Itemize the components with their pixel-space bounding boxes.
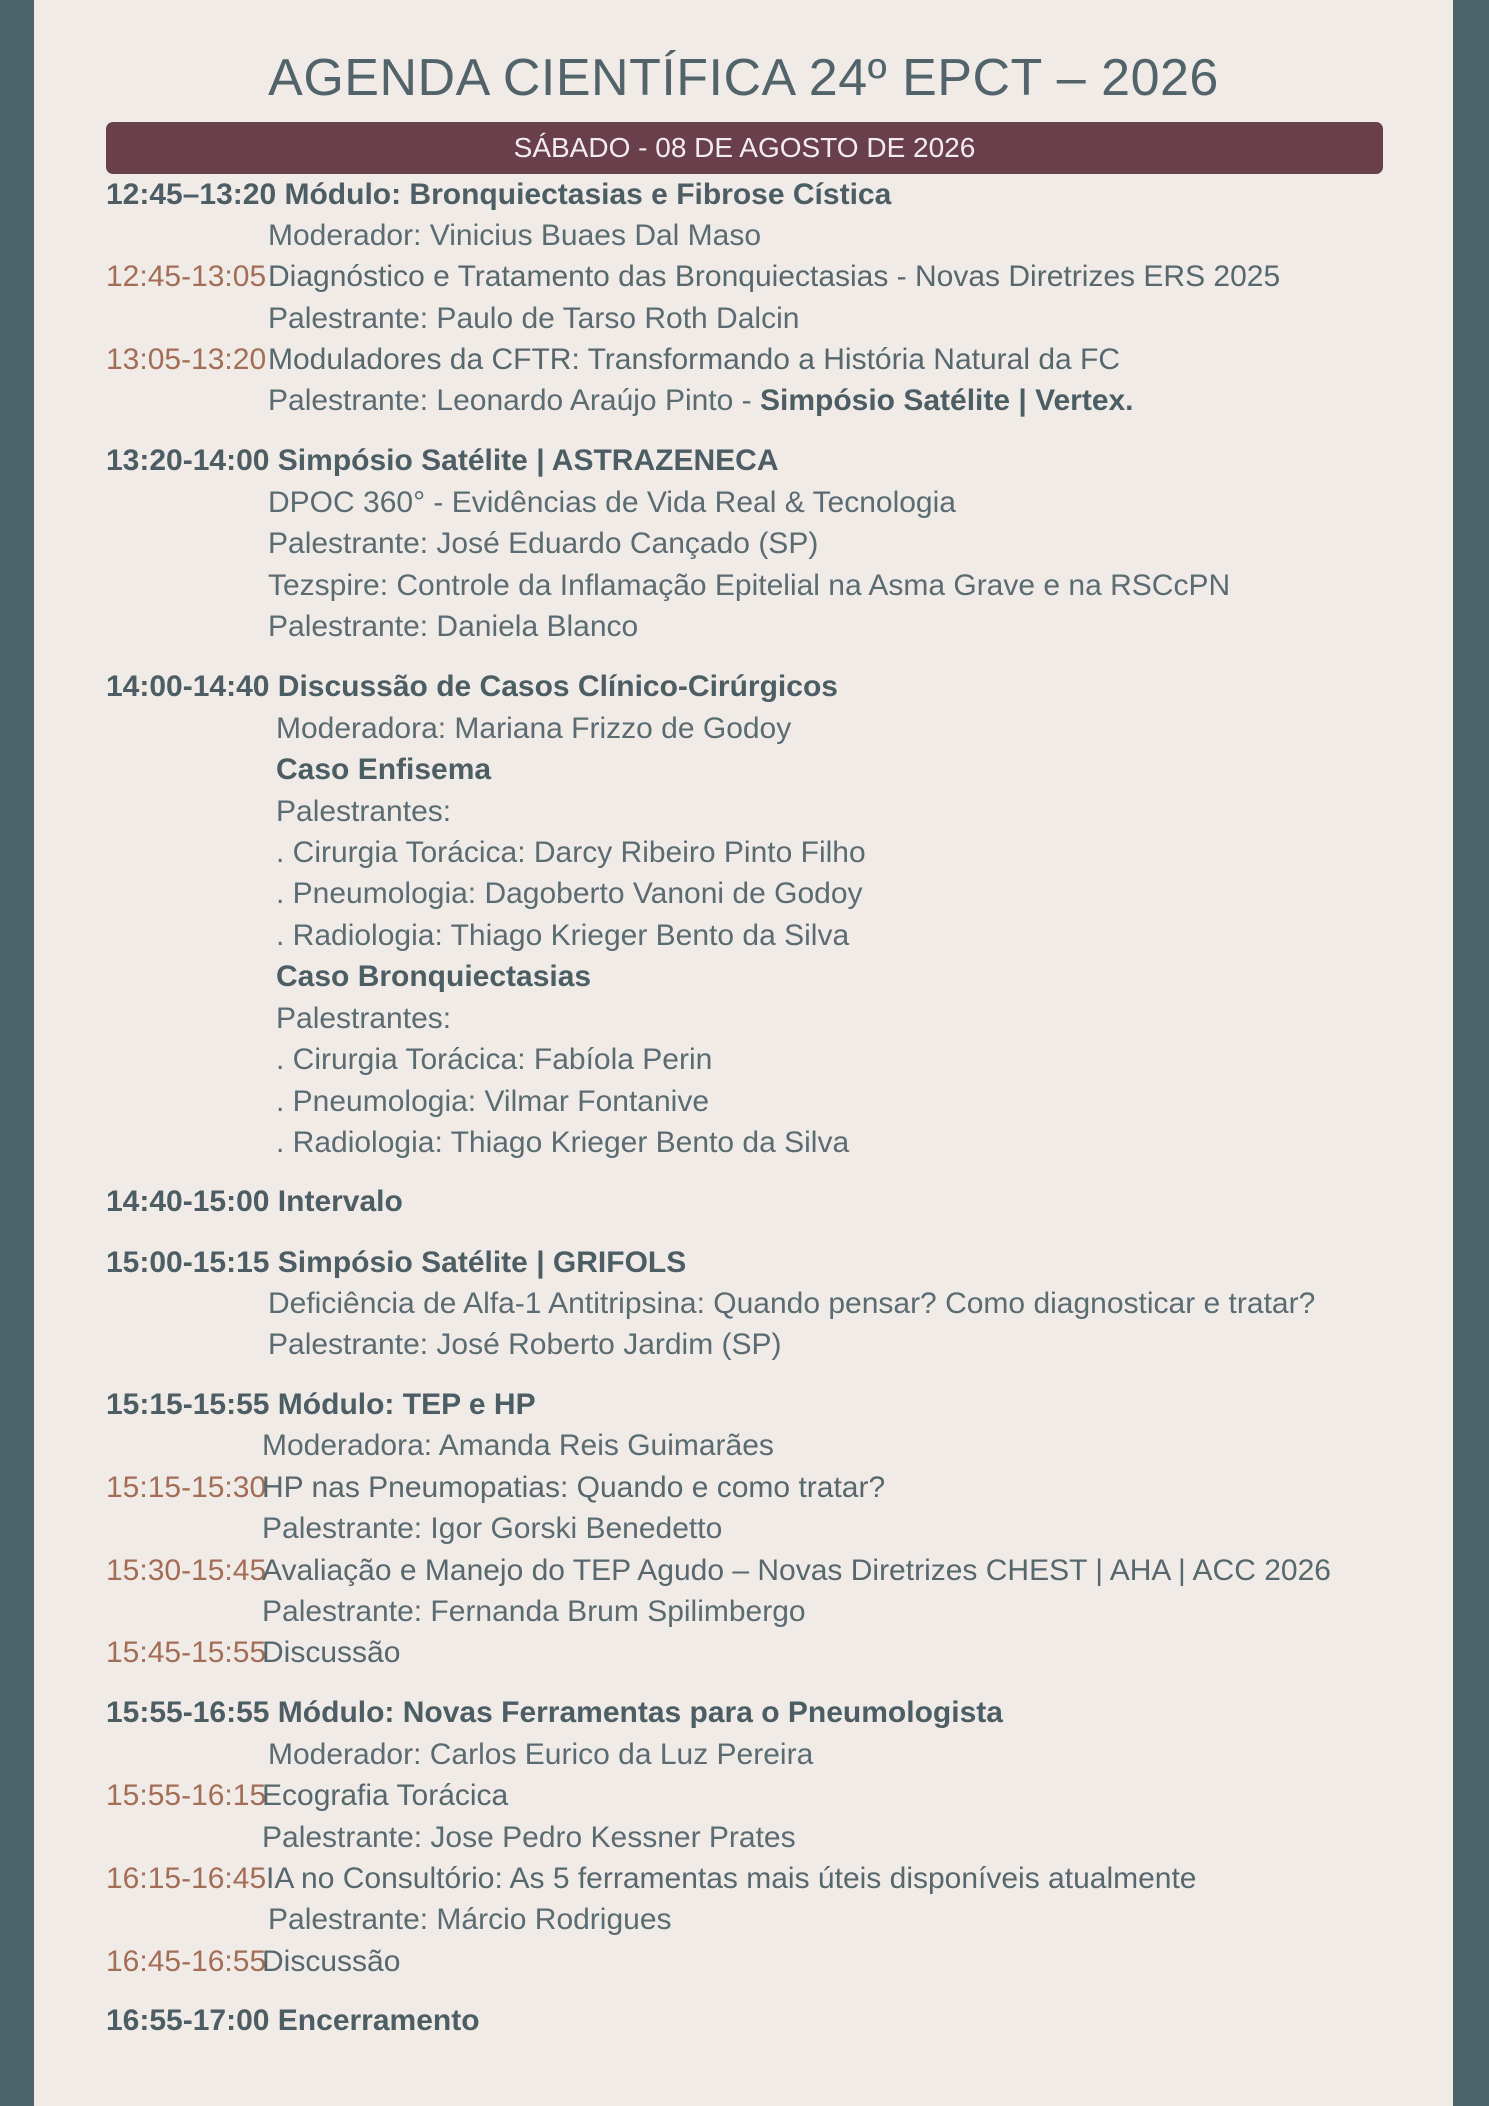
detail-line — [276, 1084, 709, 1120]
session-time: 16:55-17:00 — [106, 2004, 278, 2037]
talk-title: IA no Consultório: As 5 ferramentas mais úteis disponíveis atualmente — [266, 1862, 1197, 1895]
talk-item — [106, 1635, 401, 1671]
detail-line — [262, 1511, 722, 1547]
session-title: Módulo: Novas Ferramentas para o Pneumologista — [277, 1696, 1003, 1729]
page-title: AGENDA CIENTÍFICA 24º EPCT – 2026 — [268, 49, 1219, 107]
talk-time: 13:05-13:20 — [106, 343, 267, 376]
detail-line — [276, 1042, 712, 1078]
detail-text: Palestrantes: — [276, 795, 452, 828]
session-time: 14:40-15:00 — [106, 1185, 278, 1218]
session-time: 14:00-14:40 — [106, 670, 278, 703]
session-header — [106, 1387, 536, 1423]
talk-item — [106, 342, 1121, 378]
detail-line — [268, 526, 818, 562]
session-title: Simpósio Satélite | GRIFOLS — [277, 1246, 687, 1279]
talk-time: 15:30-15:45 — [106, 1554, 267, 1587]
detail-line — [268, 485, 956, 521]
detail-text: Palestrante: José Roberto Jardim (SP) — [268, 1328, 782, 1361]
session-header — [106, 177, 891, 213]
detail-text: Moderadora: Mariana Frizzo de Godoy — [276, 712, 792, 745]
talk-item — [106, 1944, 401, 1980]
session-header — [106, 1184, 403, 1220]
talk-title: Discussão — [262, 1636, 401, 1669]
talk-item — [106, 1778, 509, 1814]
session-time: 15:00-15:15 — [106, 1246, 278, 1279]
detail-line — [276, 1125, 849, 1161]
detail-text: . Pneumologia: Vilmar Fontanive — [276, 1085, 710, 1118]
detail-text: . Cirurgia Torácica: Fabíola Perin — [276, 1043, 713, 1076]
detail-line — [268, 218, 761, 254]
detail-line — [276, 876, 863, 912]
detail-line — [276, 918, 849, 954]
detail-text: Moderador: Carlos Eurico da Luz Pereira — [268, 1738, 814, 1771]
detail-line — [268, 1902, 672, 1938]
detail-line — [268, 609, 638, 645]
detail-line — [276, 711, 791, 747]
detail-line — [276, 794, 451, 830]
talk-time: 12:45-13:05 — [106, 260, 267, 293]
detail-line — [268, 383, 1134, 419]
detail-line — [276, 835, 866, 871]
talk-title: Diagnóstico e Tratamento das Bronquiectasias - Novas Diretrizes ERS 2025 — [268, 260, 1281, 293]
detail-text: Palestrante: Igor Gorski Benedetto — [262, 1512, 723, 1545]
talk-time: 15:45-15:55 — [106, 1636, 267, 1669]
session-time: 15:15-15:55 — [106, 1388, 278, 1421]
agenda-page — [34, 0, 1453, 2106]
talk-time: 16:45-16:55 — [106, 1945, 267, 1978]
talk-item — [106, 259, 1281, 295]
talk-item — [106, 1553, 1331, 1589]
detail-line — [276, 1001, 451, 1037]
session-title: Discussão de Casos Clínico-Cirúrgicos — [277, 670, 838, 703]
detail-line — [262, 1820, 796, 1856]
session-header — [106, 1245, 686, 1281]
detail-line — [262, 1594, 806, 1630]
talk-title: Moduladores da CFTR: Transformando a História Natural da FC — [268, 343, 1121, 376]
detail-text: Palestrante: Paulo de Tarso Roth Dalcin — [268, 302, 800, 335]
detail-text: Palestrante: Márcio Rodrigues — [268, 1903, 672, 1936]
detail-line — [262, 1428, 774, 1464]
session-time: 12:45–13:20 — [106, 178, 285, 211]
talk-title: Discussão — [262, 1945, 401, 1978]
detail-text: Moderador: Vinicius Buaes Dal Maso — [268, 219, 762, 252]
talk-title: HP nas Pneumopatias: Quando e como tratar? — [262, 1471, 886, 1504]
detail-text: Deficiência de Alfa-1 Antitripsina: Quando pensar? Como diagnosticar e tratar? — [268, 1287, 1316, 1320]
case-title: Caso Enfisema — [276, 753, 492, 786]
detail-text: Palestrante: Jose Pedro Kessner Prates — [262, 1821, 796, 1854]
talk-item — [106, 1861, 1197, 1897]
detail-text: Palestrante: Leonardo Araújo Pinto - — [268, 384, 760, 417]
talk-time: 15:55-16:15 — [106, 1779, 267, 1812]
detail-text: Palestrante: Daniela Blanco — [268, 610, 639, 643]
session-title: Intervalo — [277, 1185, 403, 1218]
detail-text: Palestrantes: — [276, 1002, 452, 1035]
sponsor-label: Simpósio Satélite | Vertex. — [759, 384, 1134, 417]
detail-text: . Pneumologia: Dagoberto Vanoni de Godoy — [276, 877, 863, 910]
talk-item — [106, 1470, 886, 1506]
session-header — [106, 1695, 1003, 1731]
session-title: Módulo: Bronquiectasias e Fibrose Cística — [284, 178, 892, 211]
talk-time: 16:15-16:45 — [106, 1862, 267, 1895]
session-time: 13:20-14:00 — [106, 444, 278, 477]
session-header — [106, 443, 778, 479]
detail-text: . Radiologia: Thiago Krieger Bento da Silva — [276, 919, 850, 952]
talk-time: 15:15-15:30 — [106, 1471, 267, 1504]
session-header — [106, 669, 838, 705]
talk-title: Avaliação e Manejo do TEP Agudo – Novas Diretrizes CHEST | AHA | ACC 2026 — [262, 1554, 1331, 1587]
detail-text: DPOC 360° - Evidências de Vida Real & Tecnologia — [268, 486, 956, 519]
session-title: Módulo: TEP e HP — [277, 1388, 536, 1421]
session-header — [106, 2003, 480, 2039]
detail-text: Palestrante: Fernanda Brum Spilimbergo — [262, 1595, 806, 1628]
detail-text: . Radiologia: Thiago Krieger Bento da Silva — [276, 1126, 850, 1159]
day-banner: SÁBADO - 08 DE AGOSTO DE 2026 — [106, 122, 1383, 174]
detail-line — [268, 1737, 813, 1773]
detail-line — [268, 1286, 1315, 1322]
detail-text: . Cirurgia Torácica: Darcy Ribeiro Pinto Filho — [276, 836, 866, 869]
session-time: 15:55-16:55 — [106, 1696, 278, 1729]
detail-line — [268, 1327, 782, 1363]
detail-text: Moderadora: Amanda Reis Guimarães — [262, 1429, 774, 1462]
detail-text: Tezspire: Controle da Inflamação Epitelial na Asma Grave e na RSCcPN — [268, 569, 1231, 602]
detail-line — [268, 301, 799, 337]
detail-text: Palestrante: José Eduardo Cançado (SP) — [268, 527, 819, 560]
case-title: Caso Bronquiectasias — [276, 960, 592, 993]
session-title: Encerramento — [277, 2004, 480, 2037]
detail-line — [268, 568, 1230, 604]
talk-title: Ecografia Torácica — [262, 1779, 509, 1812]
session-title: Simpósio Satélite | ASTRAZENECA — [277, 444, 779, 477]
